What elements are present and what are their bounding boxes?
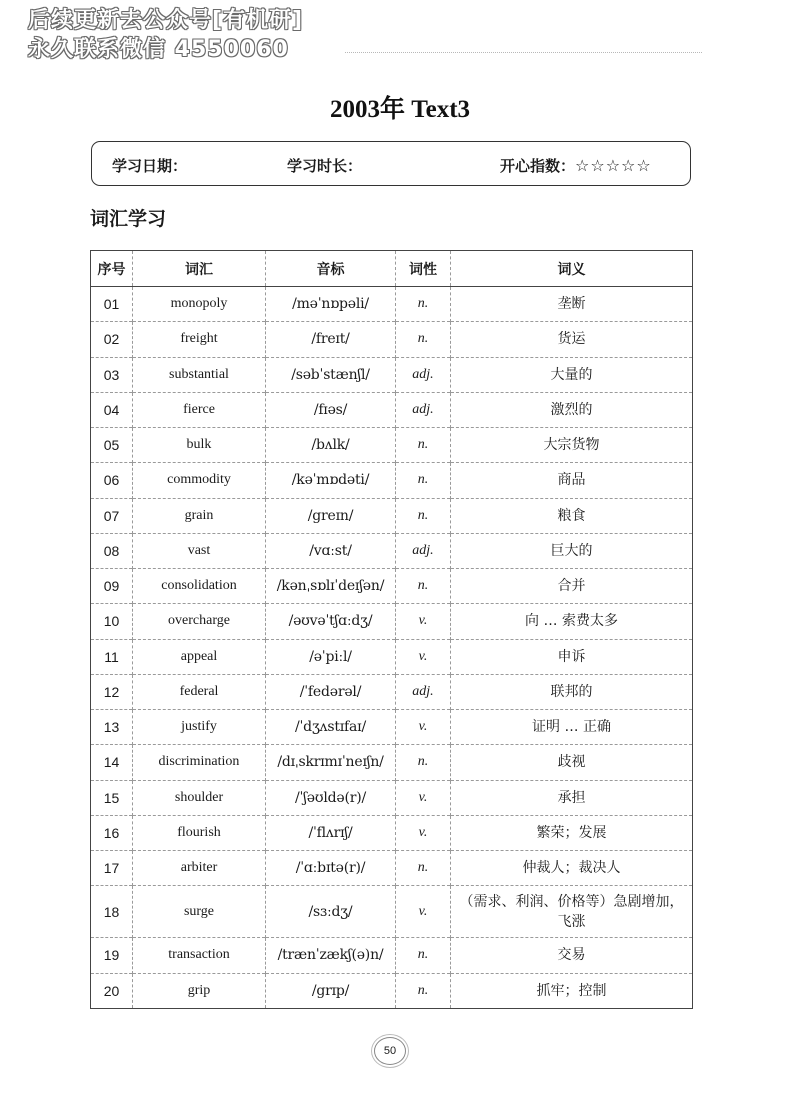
meaning-cell: 交易 [451, 938, 693, 973]
part-of-speech-cell: n. [396, 973, 451, 1008]
phonetic-cell: /məˈnɒpəli/ [266, 287, 396, 322]
table-row [91, 287, 693, 322]
part-of-speech-cell: n. [396, 745, 451, 780]
part-of-speech-cell: n. [396, 938, 451, 973]
part-of-speech-cell: n. [396, 463, 451, 498]
phonetic-cell: /səbˈstænʃl/ [266, 357, 396, 392]
row-number-cell: 08 [91, 533, 133, 568]
row-number-cell: 18 [91, 886, 133, 938]
row-number-cell: 01 [91, 287, 133, 322]
word-cell: discrimination [133, 745, 266, 780]
header-word: 词汇 [133, 251, 266, 287]
phonetic-cell: /əˈpiːl/ [266, 639, 396, 674]
table-row [91, 604, 693, 639]
phonetic-cell: /greɪn/ [266, 498, 396, 533]
happiness-index [500, 155, 652, 176]
meaning-cell: 合并 [451, 569, 693, 604]
part-of-speech-cell: n. [396, 322, 451, 357]
row-number-cell: 12 [91, 674, 133, 709]
row-number-cell: 16 [91, 815, 133, 850]
word-cell: vast [133, 533, 266, 568]
meaning-cell: 证明 … 正确 [451, 710, 693, 745]
word-cell: appeal [133, 639, 266, 674]
word-cell: federal [133, 674, 266, 709]
word-cell: grip [133, 973, 266, 1008]
table-row [91, 498, 693, 533]
part-of-speech-cell: v. [396, 710, 451, 745]
watermark [28, 6, 358, 64]
table-row [91, 851, 693, 886]
word-cell: flourish [133, 815, 266, 850]
phonetic-cell: /kəˈmɒdəti/ [266, 463, 396, 498]
row-number-cell: 14 [91, 745, 133, 780]
row-number-cell: 20 [91, 973, 133, 1008]
table-row [91, 973, 693, 1008]
word-cell: fierce [133, 392, 266, 427]
row-number-cell: 17 [91, 851, 133, 886]
part-of-speech-cell: n. [396, 287, 451, 322]
phonetic-cell: /ˈɑːbɪtə(r)/ [266, 851, 396, 886]
part-of-speech-cell: v. [396, 780, 451, 815]
meaning-cell: 激烈的 [451, 392, 693, 427]
table-row [91, 745, 693, 780]
row-number-cell: 13 [91, 710, 133, 745]
row-number-cell: 03 [91, 357, 133, 392]
phonetic-cell: /fɪəs/ [266, 392, 396, 427]
part-of-speech-cell: n. [396, 569, 451, 604]
study-info-box [91, 141, 691, 186]
row-number-cell: 09 [91, 569, 133, 604]
word-cell: surge [133, 886, 266, 938]
row-number-cell: 05 [91, 428, 133, 463]
meaning-cell: 繁荣；发展 [451, 815, 693, 850]
part-of-speech-cell: v. [396, 815, 451, 850]
table-row [91, 463, 693, 498]
part-of-speech-cell: v. [396, 886, 451, 938]
part-of-speech-cell: adj. [396, 392, 451, 427]
word-cell: shoulder [133, 780, 266, 815]
meaning-cell: 抓牢；控制 [451, 973, 693, 1008]
phonetic-cell: /freɪt/ [266, 322, 396, 357]
table-row [91, 569, 693, 604]
phonetic-cell: /grɪp/ [266, 973, 396, 1008]
part-of-speech-cell: v. [396, 604, 451, 639]
table-row [91, 674, 693, 709]
table-body [91, 287, 693, 1009]
word-cell: grain [133, 498, 266, 533]
meaning-cell: 申诉 [451, 639, 693, 674]
row-number-cell: 11 [91, 639, 133, 674]
table-row [91, 780, 693, 815]
word-cell: bulk [133, 428, 266, 463]
header-meaning: 词义 [451, 251, 693, 287]
meaning-cell: 垄断 [451, 287, 693, 322]
part-of-speech-cell: v. [396, 639, 451, 674]
phonetic-cell: /ˈʃəʊldə(r)/ [266, 780, 396, 815]
table-row [91, 639, 693, 674]
header-phonetic: 音标 [266, 251, 396, 287]
header-rule [345, 52, 702, 53]
part-of-speech-cell: adj. [396, 533, 451, 568]
table-row [91, 428, 693, 463]
part-of-speech-cell: adj. [396, 674, 451, 709]
word-cell: transaction [133, 938, 266, 973]
table-row [91, 392, 693, 427]
phonetic-cell: /vɑːst/ [266, 533, 396, 568]
header-number: 序号 [91, 251, 133, 287]
meaning-cell: 货运 [451, 322, 693, 357]
phonetic-cell: /dɪˌskrɪmɪˈneɪʃn/ [266, 745, 396, 780]
table-row [91, 533, 693, 568]
meaning-cell: 商品 [451, 463, 693, 498]
part-of-speech-cell: n. [396, 428, 451, 463]
header-part-of-speech: 词性 [396, 251, 451, 287]
phonetic-cell: /ˈfedərəl/ [266, 674, 396, 709]
word-cell: monopoly [133, 287, 266, 322]
meaning-cell: （需求、利润、价格等）急剧增加，飞涨 [451, 886, 693, 938]
star-rating: ☆☆☆☆☆ [575, 156, 652, 175]
part-of-speech-cell: n. [396, 498, 451, 533]
meaning-cell: 巨大的 [451, 533, 693, 568]
study-date-label: 学习日期： [112, 157, 188, 175]
phonetic-cell: /kənˌsɒlɪˈdeɪʃən/ [266, 569, 396, 604]
phonetic-cell: /əʊvəˈtʃɑːdʒ/ [266, 604, 396, 639]
meaning-cell: 向 … 索费太多 [451, 604, 693, 639]
row-number-cell: 19 [91, 938, 133, 973]
word-cell: consolidation [133, 569, 266, 604]
part-of-speech-cell: n. [396, 851, 451, 886]
row-number-cell: 02 [91, 322, 133, 357]
phonetic-cell: /bʌlk/ [266, 428, 396, 463]
word-cell: freight [133, 322, 266, 357]
word-cell: justify [133, 710, 266, 745]
table-row [91, 322, 693, 357]
meaning-cell: 联邦的 [451, 674, 693, 709]
meaning-cell: 大宗货物 [451, 428, 693, 463]
meaning-cell: 承担 [451, 780, 693, 815]
row-number-cell: 15 [91, 780, 133, 815]
word-cell: overcharge [133, 604, 266, 639]
row-number-cell: 10 [91, 604, 133, 639]
table-row [91, 886, 693, 938]
vocabulary-table [90, 250, 693, 1009]
meaning-cell: 仲裁人；裁决人 [451, 851, 693, 886]
phonetic-cell: /ˈflʌrɪʃ/ [266, 815, 396, 850]
row-number-cell: 06 [91, 463, 133, 498]
study-duration-label: 学习时长： [287, 157, 363, 175]
part-of-speech-cell: adj. [396, 357, 451, 392]
phonetic-cell: /ˈdʒʌstɪfaɪ/ [266, 710, 396, 745]
word-cell: commodity [133, 463, 266, 498]
meaning-cell: 大量的 [451, 357, 693, 392]
happiness-index-label: 开心指数： [500, 157, 576, 175]
phonetic-cell: /sɜːdʒ/ [266, 886, 396, 938]
row-number-cell: 07 [91, 498, 133, 533]
phonetic-cell: /trænˈzækʃ(ə)n/ [266, 938, 396, 973]
table-row [91, 357, 693, 392]
watermark-line-1: 后续更新去公众号[有机研] [28, 8, 304, 33]
table-header-row [91, 251, 693, 287]
table-row [91, 710, 693, 745]
page-title: 2003年 Text3 [329, 96, 471, 123]
table-row [91, 815, 693, 850]
meaning-cell: 歧视 [451, 745, 693, 780]
table-row [91, 938, 693, 973]
word-cell: arbiter [133, 851, 266, 886]
section-title: 词汇学习 [90, 208, 167, 230]
watermark-line-2: 永久联系微信 4550060 [28, 37, 289, 62]
row-number-cell: 04 [91, 392, 133, 427]
page-number: 50 [374, 1037, 406, 1065]
meaning-cell: 粮食 [451, 498, 693, 533]
word-cell: substantial [133, 357, 266, 392]
